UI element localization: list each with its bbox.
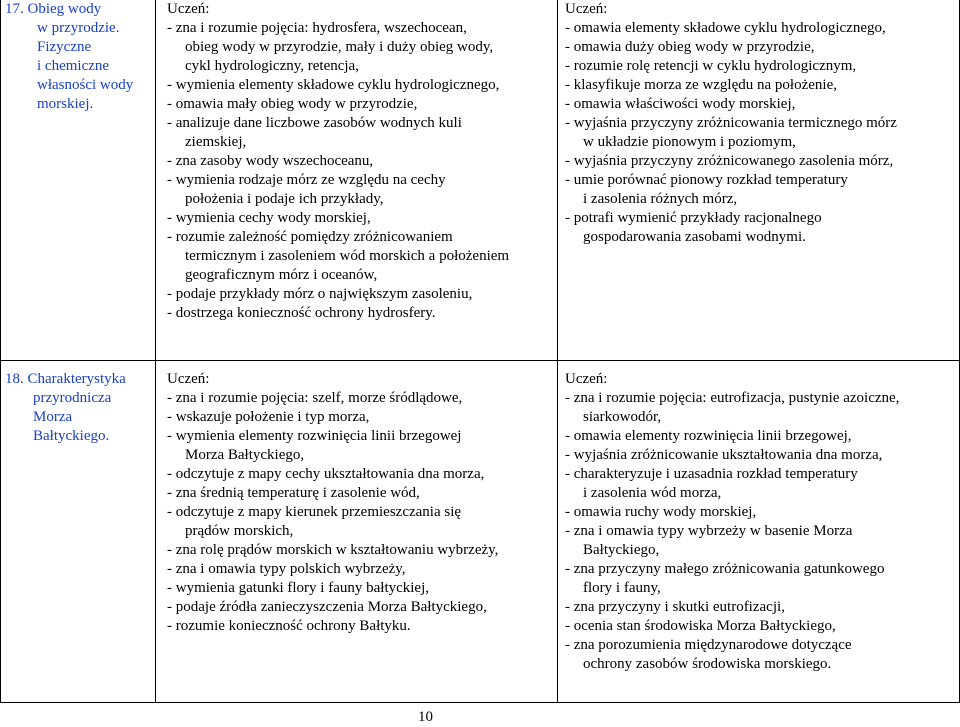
requirement-line: - zna przyczyny małego zróżnicowania gatunkowego [565,561,885,577]
requirement-line: - omawia elementy składowe cyklu hydrologicznego, [565,20,886,36]
requirement-line: - charakteryzuje i uzasadnia rozkład temperatury [565,466,858,482]
topic-line: morskiej. [37,96,94,112]
topic-line: i chemiczne [37,58,110,74]
requirement-line: - wymienia elementy rozwinięcia linii brzegowej [167,428,462,444]
requirement-line: gospodarowania zasobami wodnymi. [583,229,806,245]
requirement-line: - zna i omawia typy wybrzeży w basenie Morza [565,523,853,539]
topic-line: 17. Obieg wody [5,1,102,17]
requirement-line: obieg wody w przyrodzie, mały i duży obieg wody, [185,39,494,55]
heading-uczen: Uczeń: [167,371,210,387]
requirement-line: siarkowodór, [583,409,662,425]
column-divider-2 [557,0,558,703]
topic-line: własności wody [37,77,134,93]
requirement-line: - ocenia stan środowiska Morza Bałtyckiego, [565,618,836,634]
requirement-line: - wyjaśnia zróżnicowanie ukształtowania dna morza, [565,447,883,463]
requirement-line: cykl hydrologiczny, retencja, [185,58,359,74]
requirement-line: - wskazuje położenie i typ morza, [167,409,370,425]
requirement-line: - wymienia rodzaje mórz ze względu na cechy [167,172,446,188]
topic-line: przyrodnicza [33,390,112,406]
row-divider [0,360,960,361]
requirement-line: Morza Bałtyckiego, [185,447,305,463]
requirement-line: - wymienia gatunki flory i fauny bałtyckiej, [167,580,430,596]
requirement-line: geograficznym mórz i oceanów, [185,267,378,283]
requirement-line: - wyjaśnia przyczyny zróżnicowania termicznego mórz [565,115,897,131]
requirement-line: flory i fauny, [583,580,661,596]
heading-uczen: Uczeń: [565,371,608,387]
table-border-bottom [0,702,960,703]
requirement-line: - zna i omawia typy polskich wybrzeży, [167,561,406,577]
requirement-line: - klasyfikuje morza ze względu na położenie, [565,77,837,93]
requirement-line: ziemskiej, [185,134,247,150]
requirement-line: - zna rolę prądów morskich w kształtowaniu wybrzeży, [167,542,499,558]
requirement-line: ochrony zasobów środowiska morskiego. [583,656,832,672]
requirement-line: - rozumie zależność pomiędzy zróżnicowaniem [167,229,453,245]
table-border-left [0,0,1,703]
requirement-line: - potrafi wymienić przykłady racjonalnego [565,210,822,226]
requirement-line: - wymienia elementy składowe cyklu hydrologicznego, [167,77,500,93]
requirement-line: i zasolenia wód morza, [583,485,722,501]
requirement-line: - rozumie rolę retencji w cyklu hydrologicznym, [565,58,857,74]
requirement-line: - zna i rozumie pojęcia: szelf, morze śródlądowe, [167,390,463,406]
requirement-line: - omawia duży obieg wody w przyrodzie, [565,39,815,55]
requirement-line: - omawia mały obieg wody w przyrodzie, [167,96,418,112]
requirement-line: - zna zasoby wody wszechoceanu, [167,153,374,169]
topic-line: w przyrodzie. [37,20,120,36]
requirement-line: - podaje przykłady mórz o największym zasoleniu, [167,286,473,302]
page-number: 10 [418,709,433,725]
requirement-line: - zna i rozumie pojęcia: eutrofizacja, pustynie azoiczne, [565,390,900,406]
requirement-line: - omawia właściwości wody morskiej, [565,96,796,112]
requirement-line: prądów morskich, [185,523,294,539]
requirement-line: Bałtyckiego, [583,542,660,558]
topic-line: Fizyczne [37,39,92,55]
requirement-line: i zasolenia różnych mórz, [583,191,738,207]
heading-uczen: Uczeń: [167,1,210,17]
heading-uczen: Uczeń: [565,1,608,17]
requirement-line: - omawia ruchy wody morskiej, [565,504,757,520]
requirement-line: - odczytuje z mapy cechy ukształtowania dna morza, [167,466,485,482]
requirement-line: - wyjaśnia przyczyny zróżnicowanego zasolenia mórz, [565,153,894,169]
requirement-line: - zna średnią temperaturę i zasolenie wód, [167,485,420,501]
column-divider-1 [155,0,156,703]
requirement-line: położenia i podaje ich przykłady, [185,191,384,207]
requirement-line: - analizuje dane liczbowe zasobów wodnych kuli [167,115,462,131]
requirement-line: - zna i rozumie pojęcia: hydrosfera, wszechocean, [167,20,467,36]
requirement-line: - rozumie konieczność ochrony Bałtyku. [167,618,411,634]
topic-line: Bałtyckiego. [33,428,110,444]
requirement-line: w układzie pionowym i poziomym, [583,134,796,150]
topic-line: Morza [33,409,73,425]
requirement-line: - podaje źródła zanieczyszczenia Morza Bałtyckiego, [167,599,487,615]
requirement-line: - omawia elementy rozwinięcia linii brzegowej, [565,428,852,444]
requirement-line: - dostrzega konieczność ochrony hydrosfery. [167,305,436,321]
requirement-line: - umie porównać pionowy rozkład temperatury [565,172,848,188]
requirement-line: termicznym i zasoleniem wód morskich a położeniem [185,248,510,264]
requirement-line: - odczytuje z mapy kierunek przemieszczania się [167,504,462,520]
requirement-line: - zna przyczyny i skutki eutrofizacji, [565,599,785,615]
requirement-line: - wymienia cechy wody morskiej, [167,210,371,226]
topic-line: 18. Charakterystyka [5,371,126,387]
requirement-line: - zna porozumienia międzynarodowe dotyczące [565,637,852,653]
